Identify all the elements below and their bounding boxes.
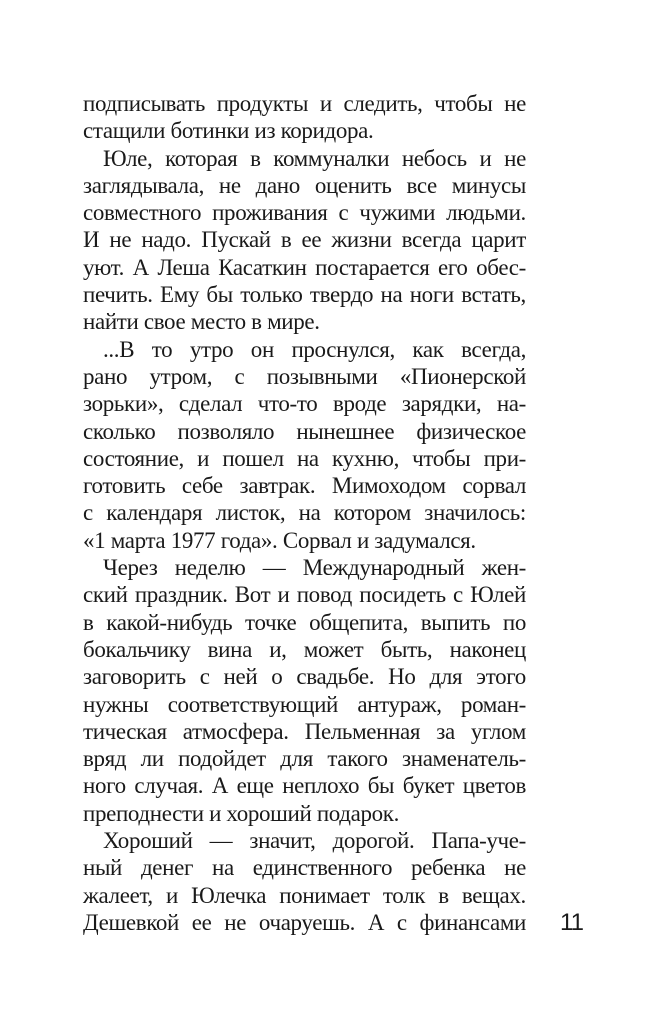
text-line: нужны соответствующий антураж, роман- bbox=[83, 691, 526, 717]
text-line: рано утром, с позывными «Пионерской bbox=[83, 363, 526, 389]
text-line: совместного проживания с чужими людьми. bbox=[83, 200, 526, 226]
text-line: зорьки», сделал что-то вроде зарядки, на- bbox=[83, 391, 526, 417]
text-line: Дешевкой ее не очаруешь. А с финансами bbox=[83, 909, 526, 935]
text-line: ный денег на единственного ребенка не bbox=[83, 855, 526, 881]
text-line: преподнести и хороший подарок. bbox=[83, 800, 400, 826]
text-line: Через неделю — Международный жен- bbox=[103, 555, 526, 581]
text-line: сколько позволяло нынешнее физическое bbox=[83, 418, 526, 444]
text-line: «1 марта 1977 года». Сорвал и задумался. bbox=[83, 527, 476, 553]
text-line: готовить себе завтрак. Мимоходом сорвал bbox=[83, 473, 526, 499]
text-line: бокальчику вина и, может быть, наконец bbox=[83, 636, 526, 662]
text-line: Хороший — значит, дорогой. Папа-уче- bbox=[103, 828, 526, 854]
text-line: состояние, и пошел на кухню, чтобы при- bbox=[83, 445, 526, 471]
text-line: печить. Ему бы только твердо на ноги встать, bbox=[83, 282, 526, 308]
text-line: в какой-нибудь точке общепита, выпить по bbox=[83, 609, 526, 635]
text-line: заговорить с ней о свадьбе. Но для этого bbox=[83, 664, 526, 690]
text-line: ский праздник. Вот и повод посидеть с Юлей bbox=[83, 582, 526, 608]
text-line: с календаря листок, на котором значилось: bbox=[83, 500, 526, 526]
text-line: тическая атмосфера. Пельменная за углом bbox=[83, 718, 526, 744]
text-line: ного случая. А еще неплохо бы букет цветов bbox=[83, 773, 526, 799]
text-line: жалеет, и Юлечка понимает толк в вещах. bbox=[83, 882, 526, 908]
text-line: И не надо. Пускай в ее жизни всегда царит bbox=[83, 227, 526, 253]
text-line: заглядывала, не дано оценить все минусы bbox=[83, 172, 526, 198]
text-line: Юле, которая в коммуналки небось и не bbox=[103, 145, 526, 171]
text-line: ...В то утро он проснулся, как всегда, bbox=[103, 336, 526, 362]
text-line: стащили ботинки из коридора. bbox=[83, 118, 374, 144]
text-line: найти свое место в мире. bbox=[83, 309, 320, 335]
page-text bbox=[83, 90, 526, 936]
text-line: уют. А Леша Касаткин постарается его обес- bbox=[83, 254, 526, 280]
text-line: подписывать продукты и следить, чтобы не bbox=[83, 91, 526, 116]
text-line: вряд ли подойдет для такого знаменатель- bbox=[83, 746, 526, 772]
page-number: 11 bbox=[560, 909, 583, 936]
